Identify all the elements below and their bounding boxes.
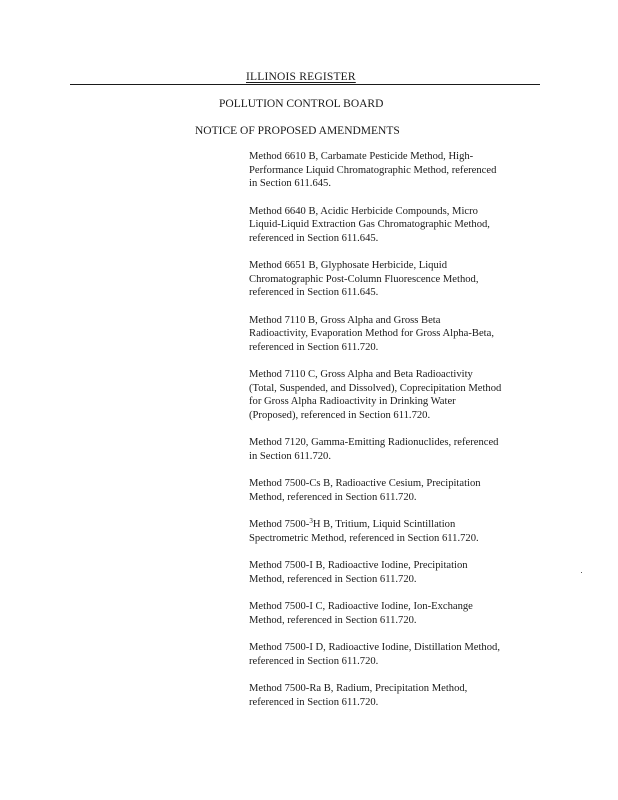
- method-item: Method 7500-Cs B, Radioactive Cesium, Precipitation Method, referenced in Section 611.720.: [249, 478, 481, 503]
- board-title: POLLUTION CONTROL BOARD: [219, 98, 384, 110]
- method-item: Method 6640 B, Acidic Herbicide Compounds, Micro Liquid-Liquid Extraction Gas Chromatographic Method, referenced in Section 611.645.: [249, 205, 490, 244]
- notice-title: NOTICE OF PROPOSED AMENDMENTS: [195, 125, 400, 137]
- method-item: Method 7500-Ra B, Radium, Precipitation Method, referenced in Section 611.720.: [249, 683, 468, 708]
- method-prefix: Method 7500-: [249, 519, 310, 530]
- method-item: Method 6610 B, Carbamate Pesticide Method, High- Performance Liquid Chromatographic Method, referenced in Section 611.645.: [249, 151, 497, 189]
- method-item: Method 7500-I C, Radioactive Iodine, Ion-Exchange Method, referenced in Section 611.720.: [249, 601, 473, 626]
- method-suffix: H B, Tritium, Liquid Scintillation Spectrometric Method, referenced in Section 611.720.: [249, 519, 479, 544]
- method-item: Method 7500-I D, Radioactive Iodine, Distillation Method, referenced in Section 611.720.: [249, 642, 500, 667]
- header-rule: [70, 84, 540, 85]
- scan-speck: [581, 572, 582, 573]
- method-item: Method 7120, Gamma-Emitting Radionuclides, referenced in Section 611.720.: [249, 437, 499, 462]
- method-item: Method 7500-I B, Radioactive Iodine, Precipitation Method, referenced in Section 611.720.: [249, 560, 468, 585]
- method-item: Method 7110 C, Gross Alpha and Beta Radioactivity (Total, Suspended, and Dissolved), Coprecipitation Method for Gross Alpha Radioactivity in Drinking Water (Proposed), referenced in Section 611.720.: [249, 369, 502, 421]
- method-item: Method 7110 B, Gross Alpha and Gross Beta Radioactivity, Evaporation Method for Gross Alpha-Beta, referenced in Section 611.720.: [249, 314, 494, 353]
- register-title: ILLINOIS REGISTER: [246, 71, 356, 83]
- method-superscript: 3: [309, 517, 313, 525]
- method-item-tritium: [249, 518, 549, 545]
- method-item: Method 6651 B, Glyphosate Herbicide, Liquid Chromatographic Post-Column Fluorescence Method, referenced in Section 611.645.: [249, 260, 479, 298]
- method-list: [249, 150, 549, 723]
